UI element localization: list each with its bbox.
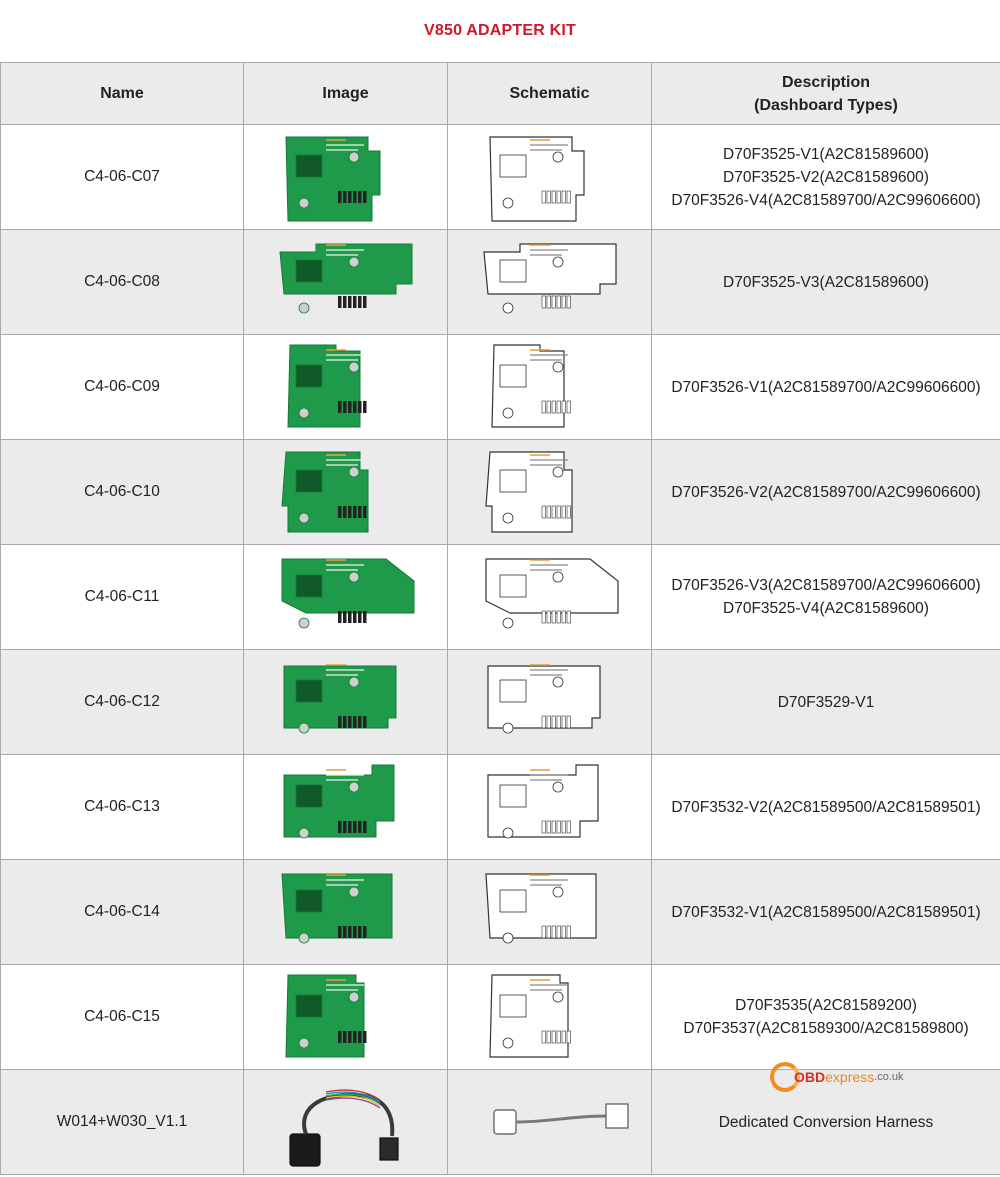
table-row [1, 545, 1000, 650]
adapter-description [652, 650, 1000, 755]
adapter-name: C4-06-C13 [1, 755, 244, 860]
description-line: D70F3526-V2(A2C81589700/A2C99606600) [671, 483, 981, 501]
adapter-schematic-cell [448, 440, 652, 545]
table-row [1, 230, 1000, 335]
adapter-description [652, 125, 1000, 230]
adapter-schematic-cell [448, 1070, 652, 1175]
adapter-name: W014+W030_V1.1 [1, 1070, 244, 1175]
adapter-schematic-cell [448, 335, 652, 440]
logo-text-express: express [825, 1069, 875, 1085]
adapter-board-photo [266, 759, 426, 855]
adapter-board-photo [266, 129, 426, 225]
adapter-schematic-drawing [470, 234, 630, 330]
table-row [1, 755, 1000, 860]
watermark-logo [770, 1062, 904, 1092]
description-line: D70F3526-V3(A2C81589700/A2C99606600) [671, 577, 981, 594]
adapter-schematic-cell [448, 755, 652, 860]
description-line: D70F3529-V1 [777, 693, 875, 711]
header-description-line2: (Dashboard Types) [754, 96, 898, 114]
header-schematic: Schematic [448, 63, 652, 125]
table-row [1, 335, 1000, 440]
header-description [652, 63, 1000, 125]
description-line: D70F3537(A2C81589300/A2C81589800) [683, 1020, 969, 1037]
adapter-name: C4-06-C15 [1, 965, 244, 1070]
adapter-schematic-drawing [470, 444, 630, 540]
adapter-description [652, 440, 1000, 545]
adapter-table [0, 62, 1000, 1175]
header-image: Image [244, 63, 448, 125]
adapter-schematic-cell [448, 860, 652, 965]
description-line: D70F3526-V1(A2C81589700/A2C99606600) [671, 378, 981, 396]
adapter-schematic-drawing [470, 129, 630, 225]
table-row [1, 440, 1000, 545]
adapter-board-photo [266, 234, 426, 330]
adapter-image-cell [244, 755, 448, 860]
description-line: D70F3532-V1(A2C81589500/A2C81589501) [671, 903, 981, 921]
adapter-image-cell [244, 125, 448, 230]
adapter-schematic-cell [448, 125, 652, 230]
adapter-board-photo [266, 969, 426, 1065]
page-title: V850 ADAPTER KIT [424, 22, 576, 39]
adapter-schematic-drawing [470, 969, 630, 1065]
adapter-schematic-cell [448, 650, 652, 755]
table-row [1, 860, 1000, 965]
adapter-image-cell [244, 545, 448, 650]
adapter-name: C4-06-C10 [1, 440, 244, 545]
adapter-schematic-cell [448, 965, 652, 1070]
description-line: Dedicated Conversion Harness [718, 1113, 934, 1131]
adapter-image-cell [244, 860, 448, 965]
adapter-board-photo [266, 1074, 426, 1170]
description-line: D70F3535(A2C81589200) [735, 997, 917, 1014]
adapter-name: C4-06-C08 [1, 230, 244, 335]
adapter-name: C4-06-C11 [1, 545, 244, 650]
adapter-schematic-drawing [470, 759, 630, 855]
description-line: D70F3525-V2(A2C81589600) [723, 168, 929, 186]
description-line: D70F3525-V3(A2C81589600) [723, 273, 929, 291]
adapter-name: C4-06-C07 [1, 125, 244, 230]
logo-text-obd: OBD [794, 1069, 826, 1085]
adapter-description [652, 335, 1000, 440]
adapter-image-cell [244, 440, 448, 545]
adapter-description [652, 230, 1000, 335]
description-line: D70F3526-V4(A2C81589700/A2C99606600) [671, 191, 981, 209]
table-row [1, 125, 1000, 230]
adapter-name: C4-06-C14 [1, 860, 244, 965]
adapter-name: C4-06-C12 [1, 650, 244, 755]
adapter-board-photo [266, 654, 426, 750]
adapter-board-photo [266, 864, 426, 960]
adapter-board-photo [266, 549, 426, 645]
adapter-description [652, 860, 1000, 965]
table-header-row [1, 63, 1000, 125]
header-name: Name [1, 63, 244, 125]
adapter-image-cell [244, 650, 448, 755]
adapter-image-cell [244, 230, 448, 335]
adapter-name: C4-06-C09 [1, 335, 244, 440]
adapter-schematic-drawing [470, 549, 630, 645]
adapter-schematic-drawing [470, 654, 630, 750]
adapter-description [652, 545, 1000, 650]
adapter-description [652, 755, 1000, 860]
adapter-schematic-drawing [470, 339, 630, 435]
description-line: D70F3525-V4(A2C81589600) [723, 600, 929, 617]
adapter-image-cell [244, 1070, 448, 1175]
adapter-image-cell [244, 335, 448, 440]
adapter-schematic-drawing [470, 1074, 630, 1170]
logo-text-domain: .co.uk [874, 1071, 904, 1083]
adapter-schematic-cell [448, 230, 652, 335]
table-row [1, 965, 1000, 1070]
header-description-line1: Description [781, 73, 870, 91]
description-line: D70F3532-V2(A2C81589500/A2C81589501) [671, 798, 981, 816]
adapter-board-photo [266, 444, 426, 540]
adapter-image-cell [244, 965, 448, 1070]
description-line: D70F3525-V1(A2C81589600) [723, 145, 929, 163]
adapter-schematic-drawing [470, 864, 630, 960]
adapter-description [652, 965, 1000, 1070]
adapter-schematic-cell [448, 545, 652, 650]
adapter-board-photo [266, 339, 426, 435]
table-row [1, 650, 1000, 755]
